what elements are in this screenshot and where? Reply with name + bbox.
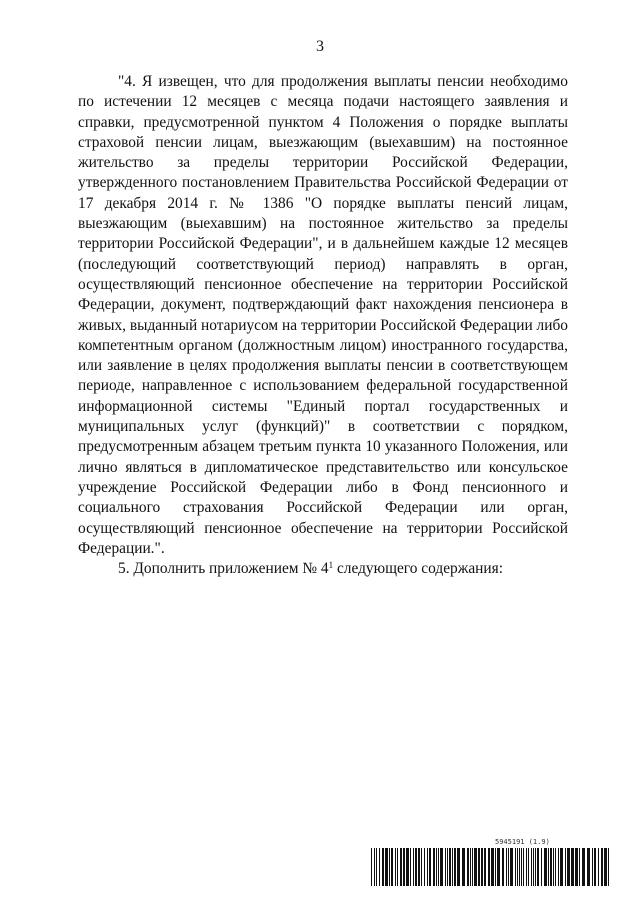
item-5-text: 5. Дополнить приложением № 4 — [118, 560, 329, 578]
barcode-block — [371, 838, 611, 886]
item-5-text-after: следующего содержания: — [333, 560, 504, 578]
paragraph-item-5 — [78, 559, 568, 579]
paragraph-item-4: "4. Я извещен, что для продолжения выплаты пенсии необходимо по истечении 12 месяцев с месяца подачи настоящего заявления и справки, предусмотренной пунктом 4 Положения о порядке выплаты страховой пенсии лицам, выезжающим (выехавшим) на постоянное жительство за пределы территории Российской Федерации, утвержденного постановлением Правительства Российской Федерации от 17 декабря 2014 г. № 1386 "О порядке выплаты пенсий лицам, выезжающим (выехавшим) на постоянное жительство за пределы территории Российской Федерации", и в дальнейшем каждые 12 месяцев (последующий соответствующий период) направлять в орган, осуществляющий пенсионное обеспечение на территории Российской Федерации, документ, подтверждающий факт нахождения пенсионера в живых, выданный нотариусом на территории Российской Федерации либо компетентным органом (должностным лицом) иностранного государства, или заявление в целях продолжения выплаты пенсии в соответствующем периоде, направленное с использованием федеральной государственной информационной системы "Единый портал государственных и муниципальных услуг (функций)" в соответствии с порядком, предусмотренным абзацем третьим пункта 10 указанного Положения, или лично являться в дипломатическое представительство или консульское учреждение Российской Федерации либо в Фонд пенсионного и социального страхования Российской Федерации или орган, осуществляющий пенсионное обеспечение на территории Российской Федерации.". — [78, 73, 568, 557]
document-body — [78, 72, 568, 579]
page-number: 3 — [316, 38, 324, 55]
item-5-superscript: 1 — [328, 560, 334, 571]
barcode-code: 5945191 (1.9) — [495, 838, 550, 846]
barcode-icon — [371, 848, 611, 886]
